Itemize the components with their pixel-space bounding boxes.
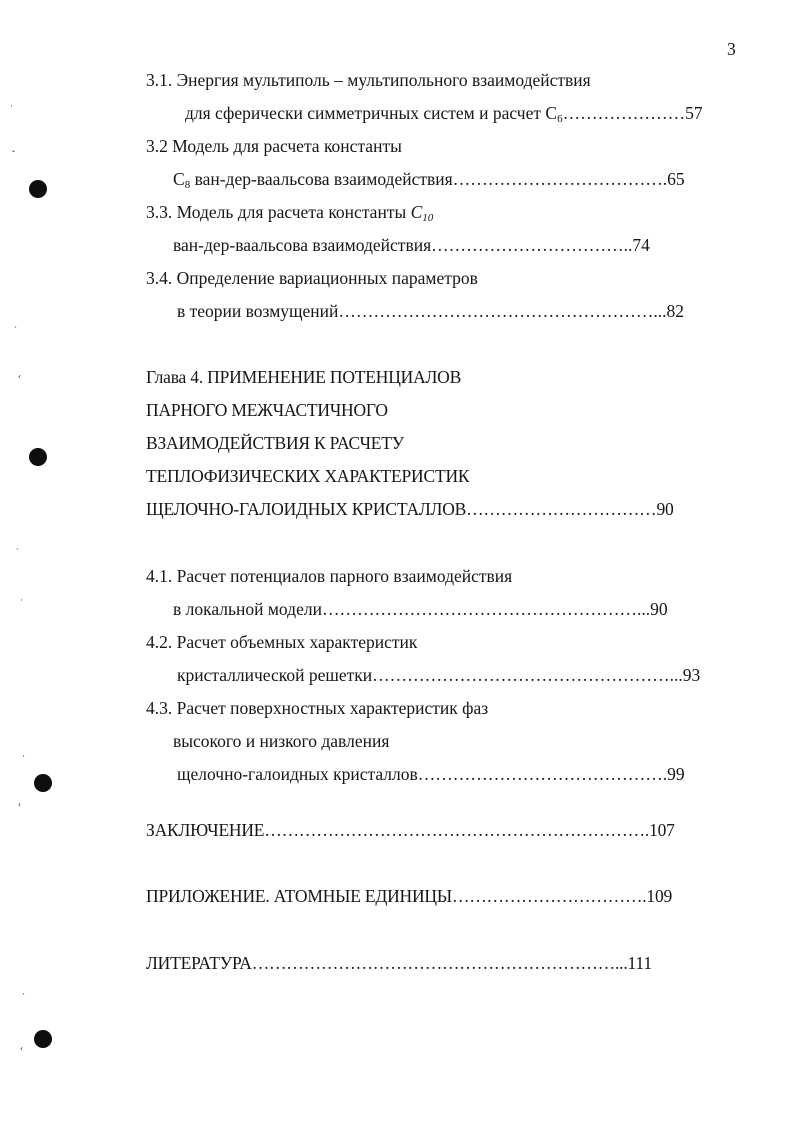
toc-chapter-4-entry (146, 498, 674, 520)
toc-3-2-title: 3.2 Модель для расчета константы (146, 136, 402, 156)
toc-3-3-leader: …………………………….. (431, 235, 633, 255)
toc-3-4-title: 3.4. Определение вариационных параметров (146, 268, 478, 288)
toc-3-3-text: 3.3. Модель для расчета константы (146, 202, 411, 222)
toc-3-2-entry (173, 168, 685, 190)
toc-3-3-subscript: 10 (422, 212, 434, 224)
toc-4-2-title: 4.2. Расчет объемных характеристик (146, 632, 418, 652)
toc-chapter-4-page: 90 (656, 499, 674, 519)
toc-conclusion-leader: …………………………………………………………. (264, 820, 650, 840)
page-number: 3 (727, 39, 736, 59)
toc-chapter-4-line4: ТЕПЛОФИЗИЧЕСКИХ ХАРАКТЕРИСТИК (146, 466, 470, 486)
toc-4-1-text: в локальной модели (173, 599, 322, 619)
scan-speck: · (22, 989, 25, 999)
toc-4-1-page: 90 (650, 599, 668, 619)
toc-4-3-title: 4.3. Расчет поверхностных характеристик фаз (146, 698, 489, 718)
scan-speck: · (10, 101, 13, 111)
toc-3-4-entry (177, 300, 684, 322)
scan-speck: ‹ (18, 799, 21, 809)
toc-4-3-entry (177, 763, 685, 785)
binder-hole (29, 448, 47, 466)
toc-conclusion-text: ЗАКЛЮЧЕНИЕ (146, 820, 265, 840)
toc-chapter-4-text: ЩЕЛОЧНО-ГАЛОИДНЫХ КРИСТАЛЛОВ (146, 499, 467, 519)
toc-appendix-entry (146, 885, 672, 907)
toc-4-2-leader: ……………………………………………... (372, 665, 683, 685)
toc-3-2-leader: ………………………………. (452, 169, 668, 189)
scan-speck: ` (14, 325, 17, 335)
toc-3-3-constant: C (410, 202, 423, 222)
scan-speck: · (22, 751, 25, 761)
toc-3-2-prefix: C (173, 169, 185, 189)
toc-4-1-leader: ………………………………………………... (321, 599, 651, 619)
toc-4-2-page: 93 (682, 665, 701, 685)
toc-4-3-line2: высокого и низкого давления (173, 731, 390, 751)
toc-4-1-title: 4.1. Расчет потенциалов парного взаимодействия (146, 566, 513, 586)
toc-3-1-title: 3.1. Энергия мультиполь – мультипольного взаимодействия (146, 70, 591, 90)
toc-chapter-4-line1: Глава 4. ПРИМЕНЕНИЕ ПОТЕНЦИАЛОВ (146, 367, 462, 387)
toc-literature-entry (146, 952, 652, 974)
toc-3-2-text: ван-дер-ваальсова взаимодействия (190, 169, 453, 189)
scan-speck: ‹ (18, 371, 21, 381)
toc-3-3-title (146, 201, 433, 223)
toc-appendix-page: 109 (646, 886, 673, 906)
toc-3-2-page: 65 (667, 169, 685, 189)
toc-3-3-entry (173, 234, 650, 256)
toc-4-3-leader: ……………………………………. (417, 764, 668, 784)
toc-chapter-4-leader: …………………………… (466, 499, 657, 519)
toc-3-3-page: 74 (632, 235, 650, 255)
toc-3-1-subscript: 6 (557, 113, 563, 125)
toc-4-3-text: щелочно-галоидных кристаллов (177, 764, 418, 784)
toc-literature-page: 111 (627, 953, 652, 973)
binder-hole (34, 1030, 52, 1048)
toc-4-3-page: 99 (667, 764, 685, 784)
toc-chapter-4-line3: ВЗАИМОДЕЙСТВИЯ К РАСЧЕТУ (146, 433, 404, 453)
toc-3-4-leader: ………………………………………………... (338, 301, 667, 321)
toc-3-3-text2: ван-дер-ваальсова взаимодействия (173, 235, 432, 255)
toc-conclusion-entry (146, 819, 675, 841)
toc-3-2-subscript: 8 (184, 179, 191, 191)
scan-speck: ‹ (20, 1043, 23, 1053)
scan-speck: · (20, 595, 23, 605)
toc-appendix-text: ПРИЛОЖЕНИЕ. АТОМНЫЕ ЕДИНИЦЫ (146, 886, 452, 906)
toc-literature-leader: ………………………………………………………... (251, 953, 628, 973)
toc-3-4-page: 82 (666, 301, 685, 321)
binder-hole (29, 180, 47, 198)
toc-3-1-text: для сферически симметричных систем и расчет C (185, 103, 558, 123)
toc-4-1-entry (173, 598, 668, 620)
toc-literature-text: ЛИТЕРАТУРА (146, 953, 252, 973)
toc-3-1-entry (185, 102, 703, 124)
toc-conclusion-page: 107 (649, 820, 675, 840)
toc-4-2-entry (177, 664, 700, 686)
toc-appendix-leader: ……………………………. (451, 886, 647, 906)
toc-3-1-leader: ………………… (562, 103, 686, 123)
scan-speck: ` (16, 547, 19, 557)
scan-speck: ˇ (12, 149, 15, 159)
toc-chapter-4-line2: ПАРНОГО МЕЖЧАСТИЧНОГО (146, 400, 388, 420)
toc-3-1-page: 57 (685, 103, 703, 123)
binder-hole (34, 774, 52, 792)
toc-3-4-text: в теории возмущений (177, 301, 339, 321)
toc-4-2-text: кристаллической решетки (177, 665, 373, 685)
